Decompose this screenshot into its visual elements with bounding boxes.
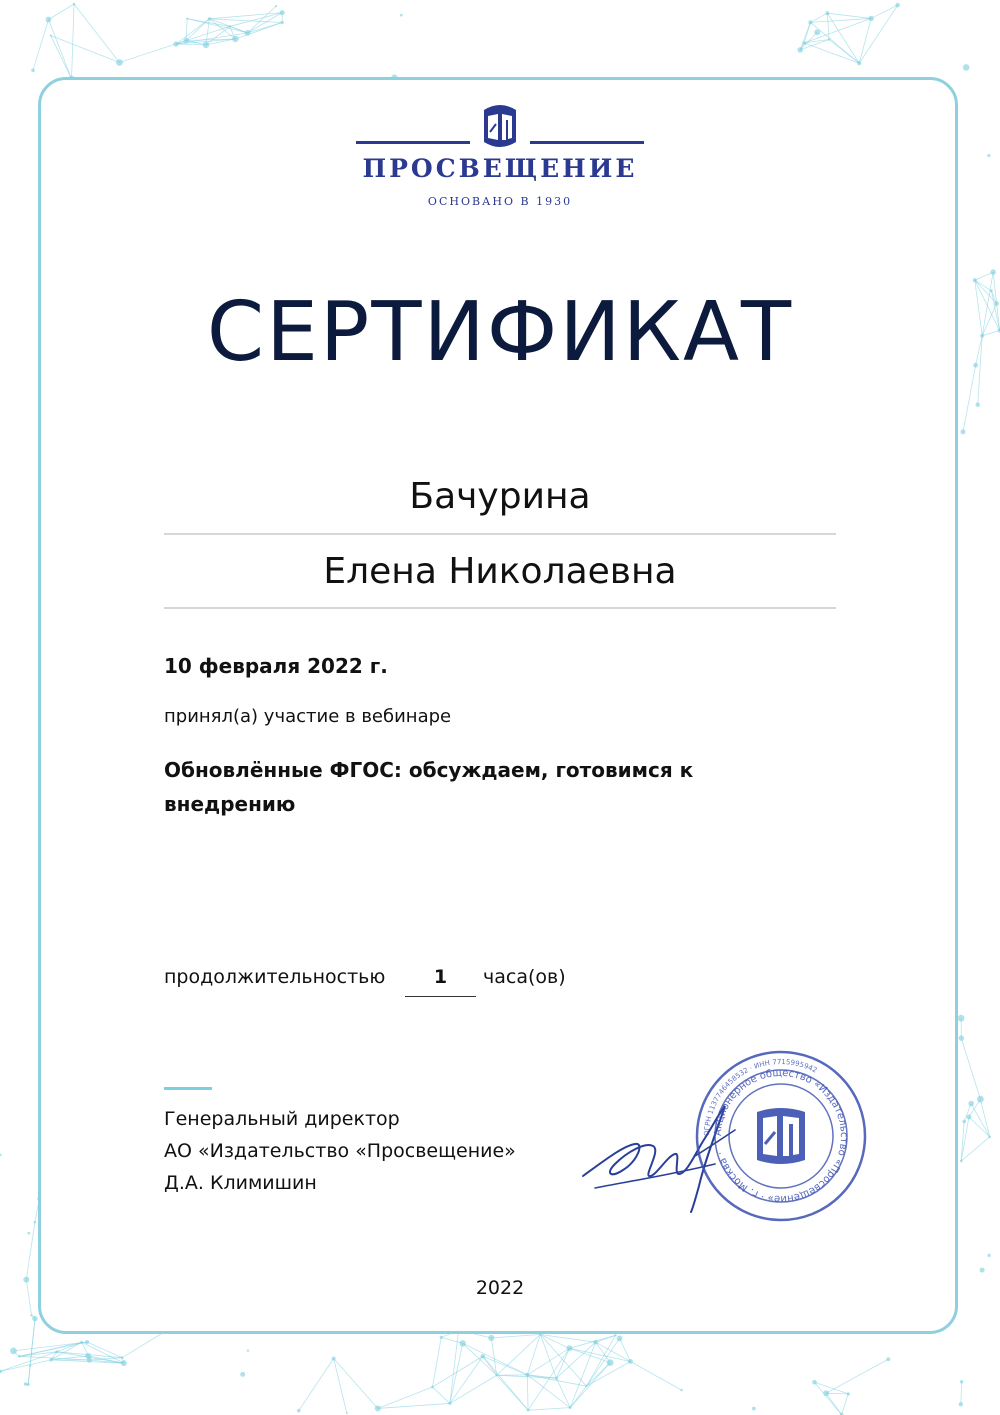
logo-name: ПРОСВЕЩЕНИЕ: [362, 154, 638, 183]
duration-unit: часа(ов): [483, 966, 566, 988]
signatory-organization: АО «Издательство «Просвещение»: [164, 1140, 516, 1162]
stamp-inner-text: ОГРН 1137746458532 · ИНН 7715995942: [702, 1057, 819, 1137]
stamp-outer-text: Акционерное общество «Издательство «Просвещение» · г. Москва ·: [712, 1067, 850, 1205]
logo-line-right: [530, 141, 644, 144]
signature-accent-dash: [164, 1087, 212, 1090]
publisher-logo: [0, 100, 1000, 215]
webinar-title: Обновлённые ФГОС: обсуждаем, готовимся к внедрению: [164, 758, 694, 816]
logo-emblem-icon: [482, 102, 518, 150]
recipient-first-middle-name: Елена Николаевна: [323, 551, 677, 592]
recipient-last-name: Бачурина: [409, 476, 591, 517]
logo-subtitle: ОСНОВАНО В 1930: [427, 195, 573, 208]
name-divider-2: [164, 607, 836, 609]
event-date: 10 февраля 2022 г.: [164, 654, 388, 678]
official-stamp: [693, 1048, 869, 1224]
certificate-title: СЕРТИФИКАТ: [206, 285, 794, 380]
signatory-name: Д.А. Климишин: [164, 1172, 317, 1194]
signatory-position: Генеральный директор: [164, 1108, 400, 1130]
duration-value: 1: [405, 966, 476, 997]
duration-label: продолжительностью: [164, 966, 386, 988]
name-divider-1: [164, 533, 836, 535]
logo-line-left: [356, 141, 470, 144]
participation-text: принял(а) участие в вебинаре: [164, 706, 452, 727]
certificate-year: 2022: [475, 1277, 525, 1299]
